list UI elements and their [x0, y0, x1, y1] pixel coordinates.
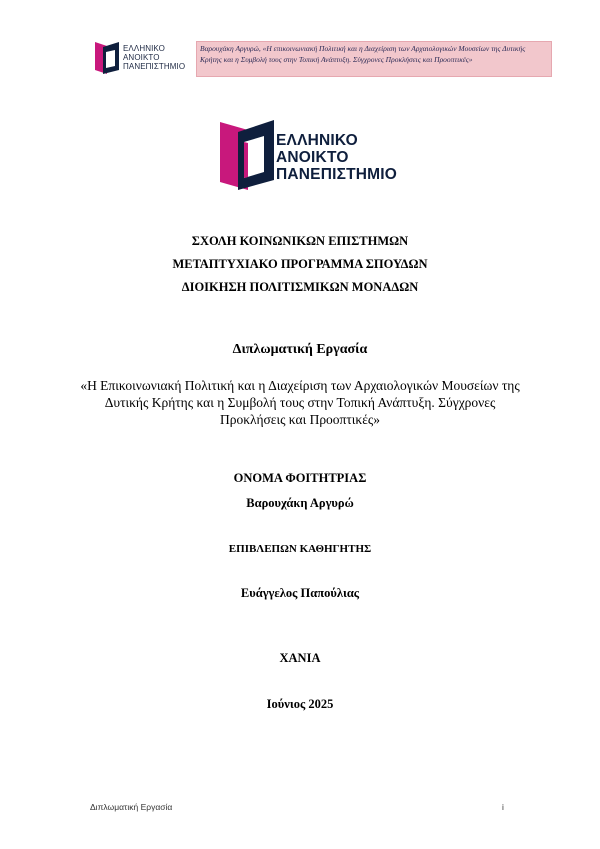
supervisor-name: Ευάγγελος Παπούλιας: [240, 586, 360, 600]
student-label: ΟΝΟΜΑ ΦΟΙΤΗΤΡΙΑΣ: [233, 471, 367, 485]
university-logo-text: ΕΛΛΗΝΙΚΟ ΑΝΟΙΚΤΟ ΠΑΝΕΠΙΣΤΗΜΙΟ: [276, 132, 398, 183]
student-name: Βαρουχάκη Αργυρώ: [246, 496, 354, 510]
thesis-title: «Η Επικοινωνιακή Πολιτική και η Διαχείριση των Αρχαιολογικών Μουσείων της Δυτικής Κρήτης και η Συμβολή τους στην Τοπική Ανάπτυξη. Σύγχρονες Προκλήσεις και Προοπτικές»: [80, 378, 520, 427]
page-number: i: [502, 802, 504, 812]
footer-title: Διπλωματική Εργασία: [90, 802, 173, 812]
program-name: ΜΕΤΑΠΤΥΧΙΑΚΟ ΠΡΟΓΡΑΜΜΑ ΣΠΟΥΔΩΝ: [172, 257, 428, 271]
header-logo: [93, 40, 193, 76]
running-header: [196, 41, 552, 77]
supervisor-label: ΕΠΙΒΛΕΠΩΝ ΚΑΘΗΓΗΤΗΣ: [228, 543, 372, 555]
school-name: ΣΧΟΛΗ ΚΟΙΝΩΝΙΚΩΝ ΕΠΙΣΤΗΜΩΝ: [191, 234, 409, 248]
specialization-name: ΔΙΟΙΚΗΣΗ ΠΟΛΙΤΙΣΜΙΚΩΝ ΜΟΝΑΔΩΝ: [181, 280, 419, 294]
date: Ιούνιος 2025: [266, 697, 334, 711]
header-logo-mark: [93, 40, 123, 76]
university-logo-mark: [218, 118, 278, 192]
university-logo: [218, 118, 408, 192]
running-header-text: Βαρουχάκη Αργυρώ, «Η επικοινωνιακή Πολιτική και η Διαχείριση των Αρχαιολογικών Μουσείων της Δυτικής Κρήτης και η Συμβολή τους στην Τοπική Ανάπτυξη. Σύγχρονες Προκλήσεις και Προοπτικές»: [200, 44, 526, 64]
header-logo-text: ΕΛΛΗΝΙΚΟ ΑΝΟΙΚΤΟ ΠΑΝΕΠΙΣΤΗΜΙΟ: [123, 44, 186, 71]
place: ΧΑΝΙΑ: [279, 651, 321, 665]
thesis-type: Διπλωματική Εργασία: [232, 342, 368, 357]
